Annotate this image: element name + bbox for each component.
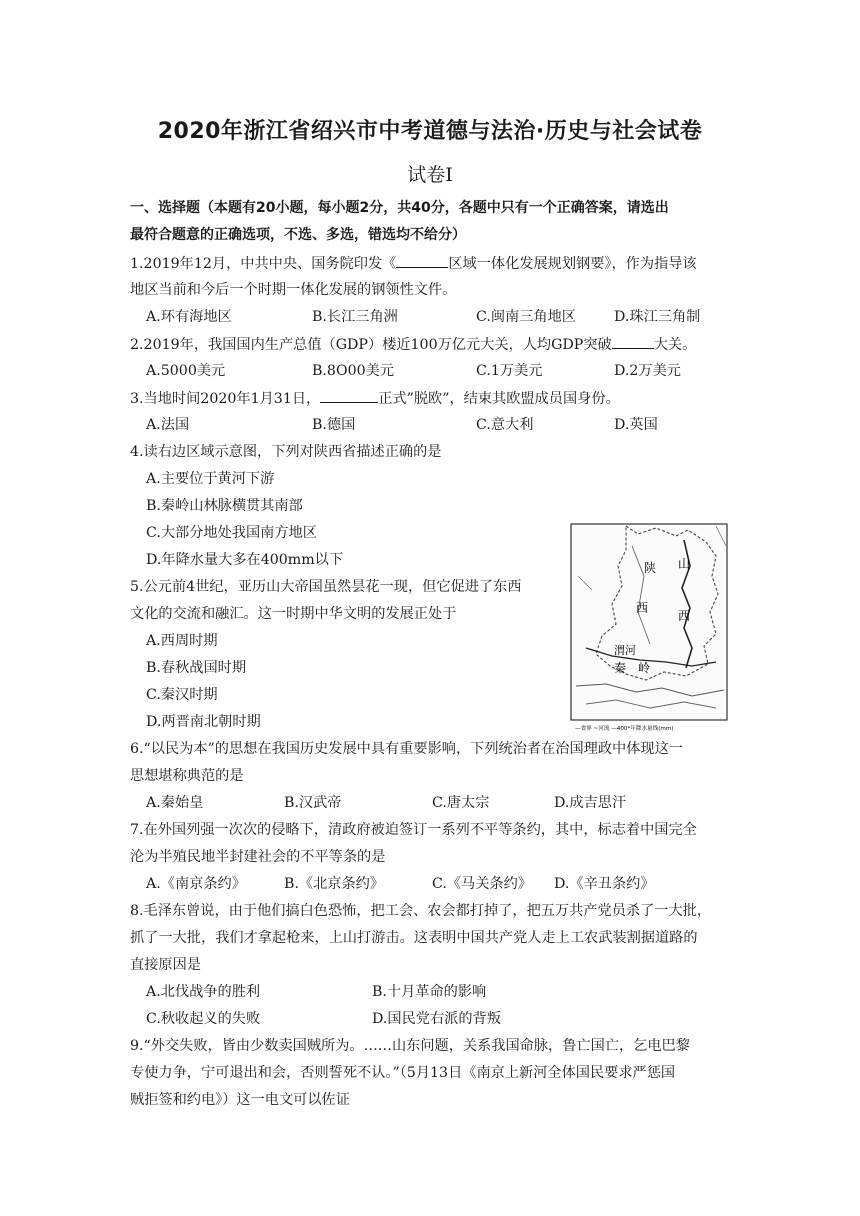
q1-option-a: A.环有海地区 xyxy=(146,309,232,325)
map-label-xi-left: 西 xyxy=(636,601,649,615)
q2-stem-a: 2.2019年，我国国内生产总值（GDP）楼近100万亿元大关，人均GDP突破 xyxy=(130,337,612,353)
q4-option-d: D.年降水量大多在400mm以下 xyxy=(146,552,344,568)
page-title: 2020年浙江省绍兴市中考道德与法治·历史与社会试卷 xyxy=(157,119,703,144)
q6-stem-line2: 思想堪称典范的是 xyxy=(130,768,244,784)
q3-option-a: A.法国 xyxy=(146,417,190,433)
q3-option-c: C.意大利 xyxy=(476,417,534,433)
q1-option-d: D.珠江三角制 xyxy=(614,309,701,325)
q4-stem: 4.读右边区域示意图，下列对陕西省描述正确的是 xyxy=(130,444,442,460)
paper-subtitle: 试卷Ⅰ xyxy=(407,164,453,186)
q8-option-d: D.国民党右派的背叛 xyxy=(372,1011,501,1027)
q6-option-a: A.秦始皇 xyxy=(146,795,204,811)
q3-stem xyxy=(130,388,620,409)
q7-option-d: D.《辛丑条约》 xyxy=(554,876,655,892)
q3-stem-a: 3.当地时间2020年1月31日， xyxy=(130,391,321,407)
q8-option-b: B.十月革命的影响 xyxy=(372,984,487,1000)
q2-stem-b: 大关。 xyxy=(653,337,697,353)
q1-stem-line1 xyxy=(130,253,697,274)
q8-option-a: A.北伐战争的胜利 xyxy=(146,984,261,1000)
q7-option-a: A.《南京条约》 xyxy=(146,876,246,892)
q9-stem-line2: 专使力争，宁可退出和会，否则誓死不认。”（5月13日《南京上新河全体国民要求严惩国 xyxy=(130,1065,676,1081)
q9-stem-line3: 贼拒签和约电》）这一电文可以佐证 xyxy=(130,1092,350,1108)
q3-blank xyxy=(320,388,378,403)
q3-option-b: B.德国 xyxy=(312,417,356,433)
q7-option-b: B.《北京条约》 xyxy=(284,876,385,892)
q8-stem-line2: 抓了一大批，我们才拿起枪来，上山打游击。这表明中国共产党人走上工农武装割据道路的 xyxy=(130,930,698,946)
map-legend: —省界 ~河流 —400*年降水量线(mm) xyxy=(575,726,674,732)
map-label-qin: 秦 xyxy=(614,661,627,675)
q7-option-c: C.《马关条约》 xyxy=(432,876,532,892)
map-label-shan: 山 xyxy=(678,557,691,571)
q4-option-b: B.秦岭山林脉横贯其南部 xyxy=(146,498,303,514)
q8-option-c: C.秋收起义的失败 xyxy=(146,1011,261,1027)
q2-option-d: D.2万美元 xyxy=(614,363,681,379)
q2-option-b: B.8O00美元 xyxy=(312,363,395,379)
q2-stem xyxy=(130,334,696,355)
q8-stem-line1: 8.毛泽东曾说，由于他们搞白色恐怖，把工会、农会都打掉了，把五万共产党员杀了一大批， xyxy=(130,903,712,919)
section-heading-line2: 最符合题意的正确选项，不选、多选，错选均不给分） xyxy=(130,227,466,243)
q5-stem-line1: 5.公元前4世纪，亚历山大帝国虽然昙花一现，但它促进了东西 xyxy=(130,579,522,595)
map-frame xyxy=(571,524,727,720)
q3-stem-b: 正式”脱欧”，结束其欧盟成员国身份。 xyxy=(378,391,620,407)
q2-option-a: A.5000美元 xyxy=(146,363,226,379)
q2-blank xyxy=(612,334,654,349)
q2-option-c: C.1万美元 xyxy=(476,363,543,379)
q5-option-c: C.秦汉时期 xyxy=(146,687,218,703)
q5-stem-line2: 文化的交流和融汇。这一时期中华文明的发展正处于 xyxy=(130,606,457,622)
q3-option-d: D.英国 xyxy=(614,417,658,433)
q1-stem-a: 1.2019年12月，中共中央、国务院印发《 xyxy=(130,256,397,272)
q5-option-b: B.春秋战国时期 xyxy=(146,660,247,676)
map-label-shaan: 陕 xyxy=(644,561,657,575)
q1-stem-line2: 地区当前和今后一个时期一体化发展的钢领性文件。 xyxy=(130,282,457,298)
map-label-xi-right: 西 xyxy=(678,609,691,623)
q1-blank xyxy=(396,253,448,268)
map-label-wei-river: 渭河 xyxy=(614,644,636,657)
q6-option-b: B.汉武帝 xyxy=(284,795,342,811)
q7-stem-line2: 沦为半殖民地半封建社会的不平等条的是 xyxy=(130,849,386,865)
q9-stem-line1: 9.“外交失败，皆由少数卖国贼所为。……山东问题，关系我国命脉，鲁亡国亡，乞电巴黎 xyxy=(130,1038,690,1054)
map-label-ling: 岭 xyxy=(638,661,651,675)
q6-stem-line1: 6.“以民为本”的思想在我国历史发展中具有重要影响，下列统治者在治国理政中体现这一 xyxy=(130,741,683,757)
q6-option-c: C.唐太宗 xyxy=(432,795,490,811)
q1-stem-b: 区域一体化发展规划钢要》，作为指导该 xyxy=(448,256,697,272)
q5-option-d: D.两晋南北朝时期 xyxy=(146,714,261,730)
q1-option-c: C.闽南三角地区 xyxy=(476,309,576,325)
q7-stem-line1: 7.在外国列强一次次的侵略下，清政府被迫签订一系列不平等条约，其中，标志着中国完全 xyxy=(130,822,697,838)
section-heading-line1: 一、选择题（本题有20小题，每小题2分，共40分，各题中只有一个正确答案，请选出 xyxy=(130,200,669,216)
q4-option-c: C.大部分地处我国南方地区 xyxy=(146,525,317,541)
q8-stem-line3: 直接原因是 xyxy=(130,957,201,973)
q4-option-a: A.主要位于黄河下游 xyxy=(146,471,275,487)
shaanxi-region-map xyxy=(566,516,732,734)
q5-option-a: A.西周时期 xyxy=(146,633,218,649)
q6-option-d: D.成吉思汗 xyxy=(554,795,627,811)
q1-option-b: B.长江三角洲 xyxy=(312,309,398,325)
